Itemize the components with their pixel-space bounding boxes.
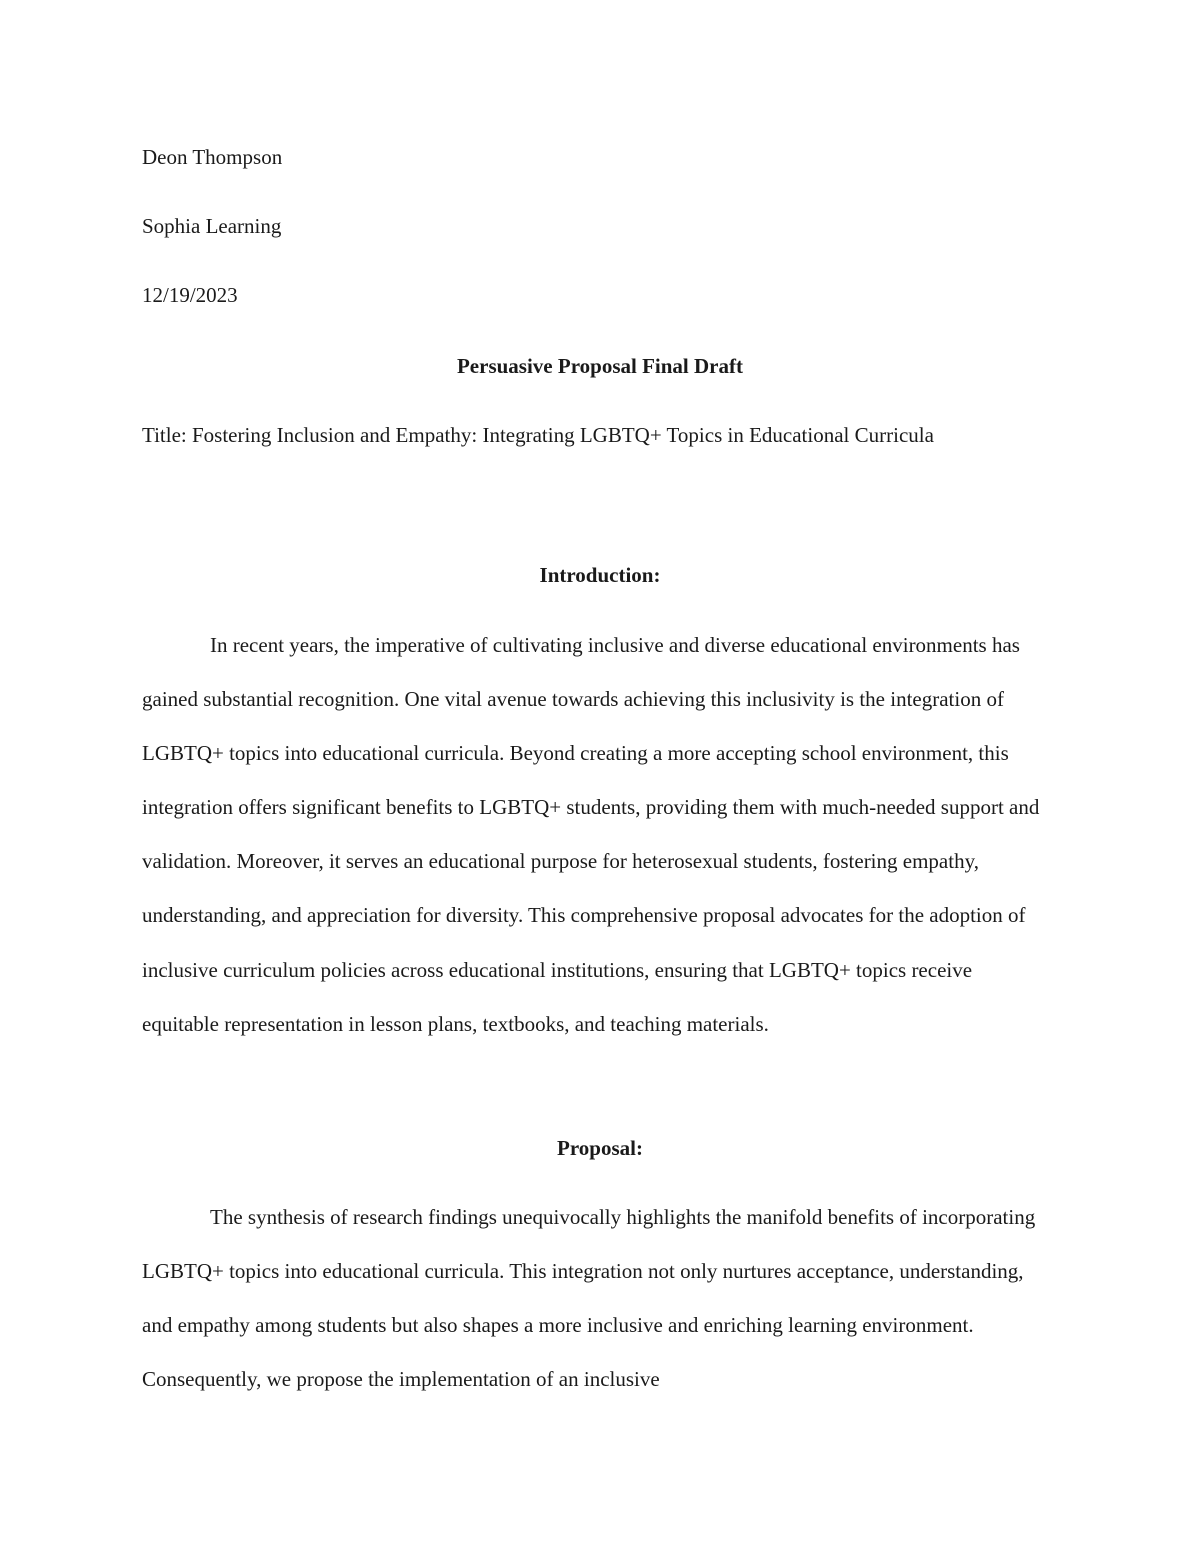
section-heading-introduction: Introduction: bbox=[539, 563, 661, 587]
author-name: Deon Thompson bbox=[142, 145, 283, 169]
proposal-paragraph: The synthesis of research findings unequivocally highlights the manifold benefits of incorporating LGBTQ+ topics into educational curricula. This integration not only nurtures acceptance, understanding, and empathy among students but also shapes a more inclusive and enriching learning environment. Consequently, we propose the implementation of an inclusive bbox=[142, 1205, 1036, 1392]
introduction-paragraph: In recent years, the imperative of cultivating inclusive and diverse educational environments has gained substantial recognition. One vital avenue towards achieving this inclusivity is the integration of LGBTQ+ topics into educational curricula. Beyond creating a more accepting school environment, this integration offers significant benefits to LGBTQ+ students, providing them with much-needed support and validation. Moreover, it serves an educational purpose for heterosexual students, fostering empathy, understanding, and appreciation for diversity. This comprehensive proposal advocates for the adoption of inclusive curriculum policies across educational institutions, ensuring that LGBTQ+ topics receive equitable representation in lesson plans, textbooks, and teaching materials. bbox=[142, 633, 1040, 1036]
document-heading: Persuasive Proposal Final Draft bbox=[456, 354, 743, 378]
document-date: 12/19/2023 bbox=[142, 283, 238, 307]
document-title: Title: Fostering Inclusion and Empathy: Integrating LGBTQ+ Topics in Educational Curricula bbox=[142, 423, 934, 447]
section-heading-proposal: Proposal: bbox=[557, 1136, 643, 1160]
institution-name: Sophia Learning bbox=[142, 214, 282, 238]
